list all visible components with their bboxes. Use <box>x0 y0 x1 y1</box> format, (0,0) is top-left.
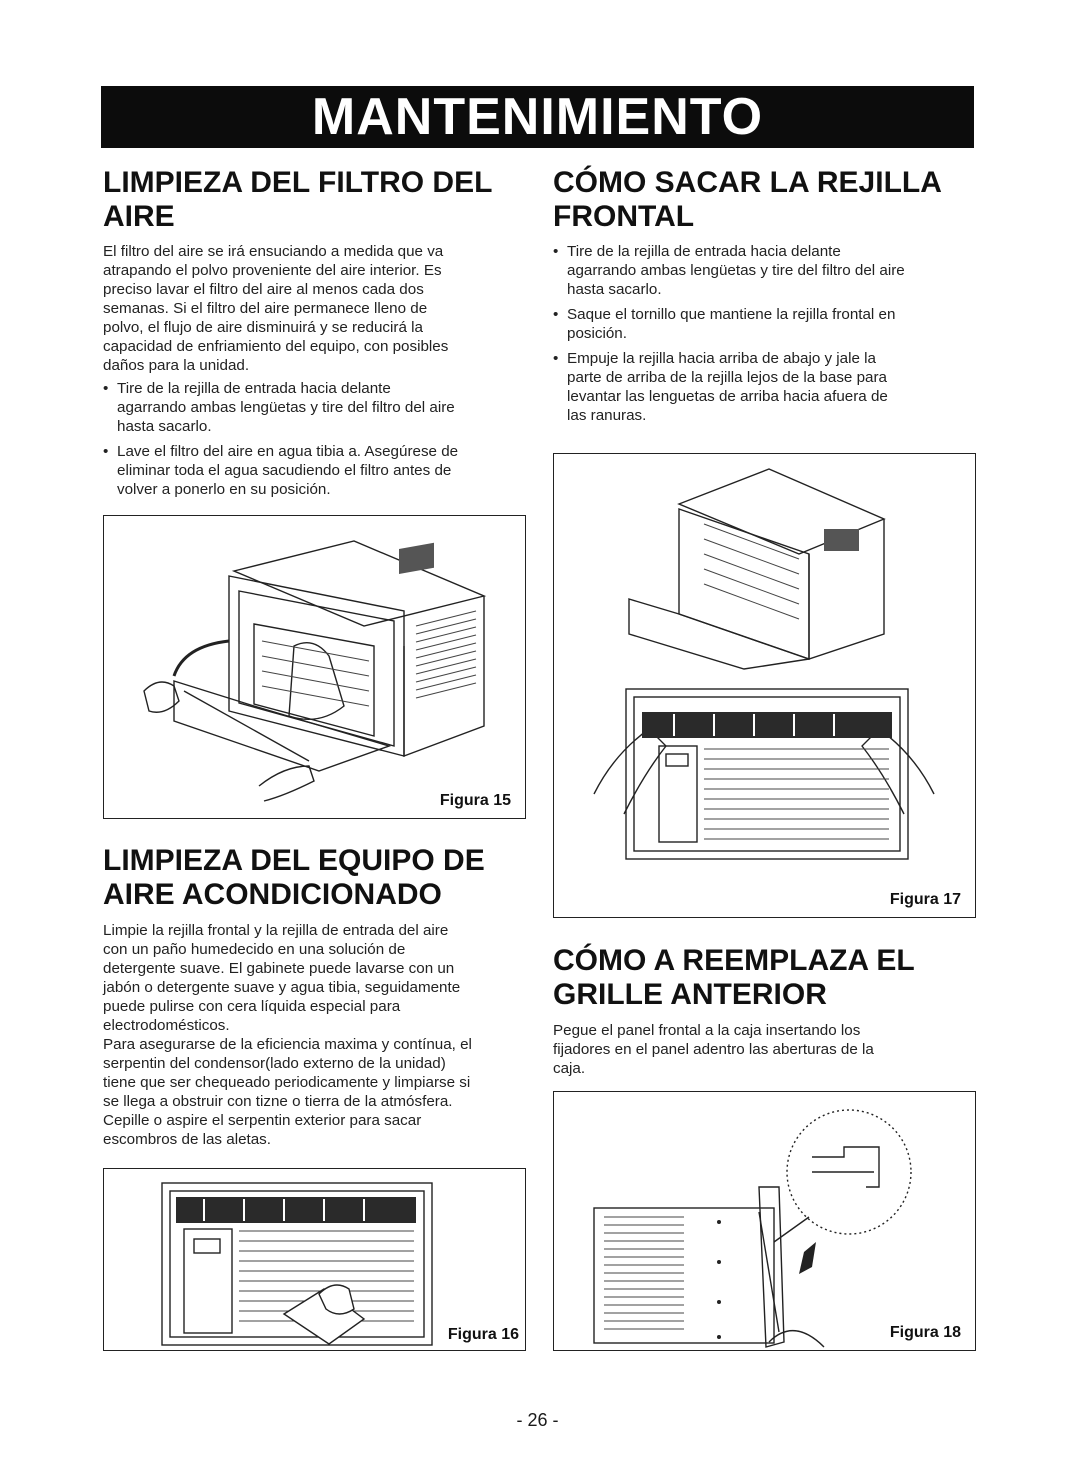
figure-caption: Figura 15 <box>439 792 511 809</box>
section-paragraph: Pegue el panel frontal a la caja insertando los fijadores en el panel adentro las aberturas de la caja. <box>553 1022 874 1077</box>
section-heading: CÓMO SACAR LA REJILLA FRONTAL <box>553 166 942 233</box>
bullet-list <box>553 242 983 425</box>
figure-caption: Figura 16 <box>447 1326 519 1343</box>
figure-16 <box>103 1168 526 1351</box>
bullet-item: • Empuje la rejilla hacia arriba de abajo y jale la parte de arriba de la rejilla lejos de la base para levantar las lenguetas de arriba hacia afuera de las ranuras. <box>553 349 983 425</box>
ac-filter-removal-illustration <box>104 516 525 818</box>
section-heading: CÓMO A REEMPLAZA EL GRILLE ANTERIOR <box>553 944 915 1011</box>
section-paragraph: Limpie la rejilla frontal y la rejilla de entrada del aire con un paño humedecido en una solución de detergente suave. El gabinete puede lavarse con un jabón o detergente suave y agua tibia, seguidamente puede pulirse con cera líquida especial para electrodomésticos. Para asegurarse de la eficiencia maxima y contínua, el serpentin del condensor(lado externo de la unidad) tiene que ser chequeado periodicamente y limpiarse si se llega a obstruir con tizne o tierra de la atmósfera. Cepille o aspire el serpentin exterior para sacar escombros de las aletas. <box>103 922 472 1148</box>
figure-caption: Figura 17 <box>889 891 961 908</box>
figure-15 <box>103 515 526 819</box>
section-filter-cleaning <box>103 166 535 499</box>
page-title-banner <box>101 86 974 148</box>
page-number: - 26 - <box>516 1410 559 1430</box>
ac-grille-removal-illustration <box>554 454 975 917</box>
section-remove-grille <box>553 166 983 425</box>
ac-grille-replace-illustration <box>554 1092 975 1350</box>
bullet-item: • Tire de la rejilla de entrada hacia delante agarrando ambas lengüetas y tire del filtro del aire hasta sacarlo. <box>103 379 535 436</box>
section-paragraph: El filtro del aire se irá ensuciando a medida que va atrapando el polvo proveniente del aire interior. Es preciso lavar el filtro del aire al menos cada dos semanas. Si el filtro del aire permanece lleno de polvo, el flujo de aire disminuirá y se reducirá la capacidad de enfriamiento del equipo, con posibles daños para la unidad. <box>103 243 449 374</box>
section-unit-cleaning <box>103 844 533 1149</box>
figure-18 <box>553 1091 976 1351</box>
bullet-item: • Lave el filtro del aire en agua tibia a. Asegúrese de eliminar toda el agua sacudiendo el filtro antes de volver a ponerlo en su posición. <box>103 442 535 499</box>
bullet-item: • Tire de la rejilla de entrada hacia delante agarrando ambas lengüetas y tire del filtro del aire hasta sacarlo. <box>553 242 983 299</box>
section-replace-grille <box>553 944 983 1078</box>
figure-17 <box>553 453 976 918</box>
ac-front-wiping-illustration <box>104 1169 525 1350</box>
bullet-list <box>103 379 535 499</box>
bullet-item: • Saque el tornillo que mantiene la rejilla frontal en posición. <box>553 305 983 343</box>
section-heading: LIMPIEZA DEL FILTRO DEL AIRE <box>103 166 493 233</box>
page-title: MANTENIMIENTO <box>311 88 764 146</box>
section-heading: LIMPIEZA DEL EQUIPO DE AIRE ACONDICIONADO <box>103 844 485 911</box>
figure-caption: Figura 18 <box>889 1324 961 1341</box>
